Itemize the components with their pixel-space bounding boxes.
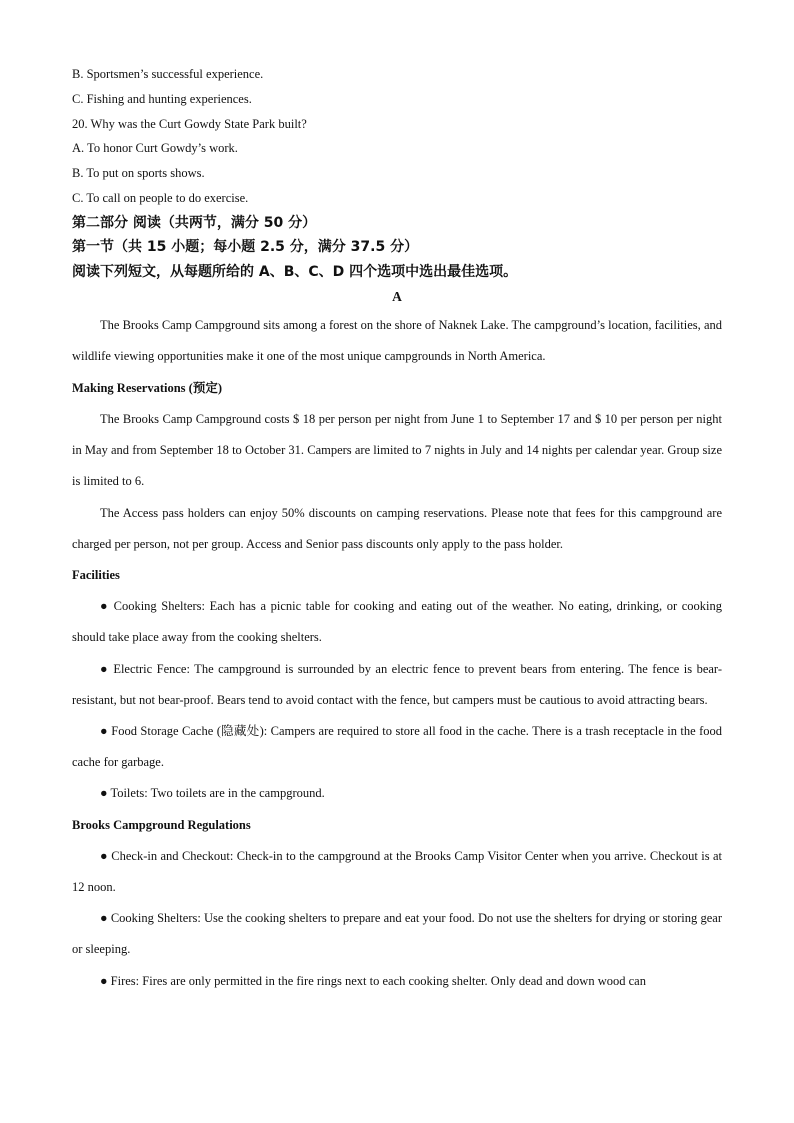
reservations-heading: Making Reservations (预定) [72, 380, 222, 395]
regulation-fires: ● Fires: Fires are only permitted in the fire rings next to each cooking shelter. Only dead and down wood can [100, 973, 646, 988]
q20-option-c: C. To call on people to do exercise. [72, 190, 249, 205]
q20-option-a: A. To honor Curt Gowdy’s work. [72, 141, 238, 156]
regulation-cooking-shelters: ● Cooking Shelters: Use the cooking shelters to prepare and eat your food. Do not use the shelters for drying or storing gear or sleeping. [72, 911, 722, 957]
section-subtitle: 第一节（共 15 小题；每小题 2.5 分，满分 37.5 分） [72, 239, 419, 256]
reading-instruction: 阅读下列短文，从每题所给的 A、B、C、D 四个选项中选出最佳选项。 [72, 263, 518, 280]
q19-option-b: B. Sportsmen’s successful experience. [72, 67, 264, 81]
passage-intro: The Brooks Camp Campground sits among a forest on the shore of Naknek Lake. The campground’s location, facilities, and wildlife viewing opportunities make it one of the most unique campgrounds in North America. [72, 318, 722, 364]
q20-option-b: B. To put on sports shows. [72, 166, 205, 181]
facility-toilets: ● Toilets: Two toilets are in the campground. [100, 786, 325, 801]
facilities-heading: Facilities [72, 567, 120, 582]
facility-cooking-shelters: ● Cooking Shelters: Each has a picnic table for cooking and eating out of the weather. No eating, drinking, or cooking should take place away from the cooking shelters. [72, 599, 722, 645]
q20-stem: 20. Why was the Curt Gowdy State Park built? [72, 116, 307, 131]
facility-food-storage: ● Food Storage Cache (隐藏处): Campers are required to store all food in the cache. There is a trash receptacle in the food cache for garbage. [72, 723, 722, 770]
facility-electric-fence: ● Electric Fence: The campground is surrounded by an electric fence to prevent bears from entering. The fence is bear-resistant, but not bear-proof. Bears tend to avoid contact with the fence, but campers must be cautious to avoid attracting bears. [72, 661, 722, 707]
regulations-heading: Brooks Campground Regulations [72, 817, 251, 832]
passage-label: A [392, 289, 402, 305]
q19-option-c: C. Fishing and hunting experiences. [72, 91, 252, 106]
document-page [72, 62, 722, 997]
reservations-paragraph-2: The Access pass holders can enjoy 50% discounts on camping reservations. Please note that fees for this campground are charged per person, not per group. Access and Senior pass discounts only apply to the pass holder. [72, 505, 722, 551]
part-title: 第二部分 阅读（共两节，满分 50 分） [72, 214, 317, 231]
reservations-paragraph-1: The Brooks Camp Campground costs $ 18 per person per night from June 1 to September 17 and $ 10 per person per night in May and from September 18 to October 31. Campers are limited to 7 nights in July and 14 nights per calendar year. Group size is limited to 6. [72, 411, 722, 489]
regulation-checkin: ● Check-in and Checkout: Check-in to the campground at the Brooks Camp Visitor Center when you arrive. Checkout is at 12 noon. [72, 848, 722, 894]
